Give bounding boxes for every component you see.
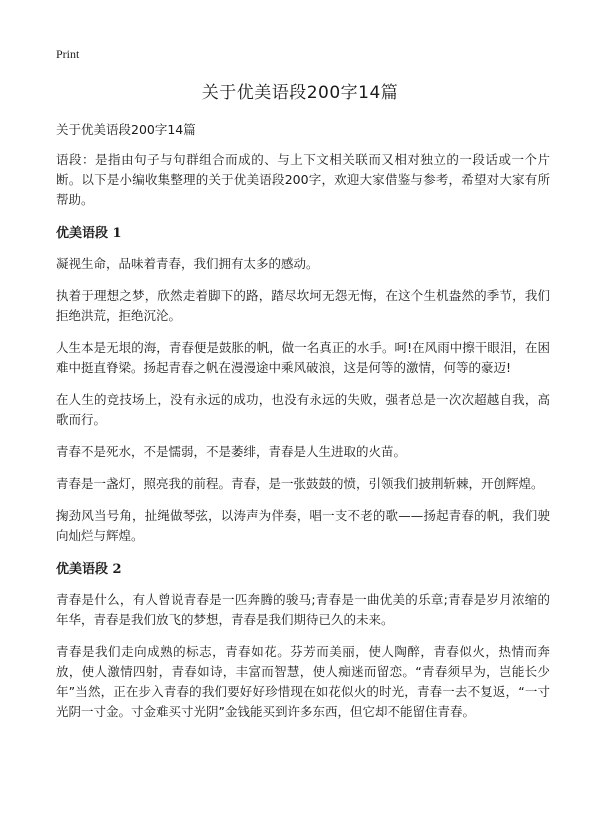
document-subtitle: 关于优美语段200字14篇 — [56, 122, 196, 137]
paragraph: 在人生的竞技场上，没有永远的成功，也没有永远的失败，强者总是一次次超越自我，高歌而行。 — [56, 392, 550, 427]
paragraph: 青春不是死水，不是懦弱，不是萎绯，青春是人生进取的火苗。 — [56, 444, 407, 459]
intro-paragraph: 语段：是指由句子与句群组合而成的、与上下文相关联而又相对独立的一段话或一个片断。以下是小编收集整理的关于优美语段200字，欢迎大家借鉴与参考，希望对大家有所帮助。 — [56, 152, 550, 207]
page-title: 关于优美语段200字14篇 — [201, 83, 399, 103]
paragraph: 人生本是无垠的海，青春便是鼓胀的帆，做一名真正的水手。呵!在风雨中擦干眼泪，在困难中挺直脊梁。扬起青春之帆在漫漫途中乘风破浪，这是何等的激情，何等的豪迈! — [56, 340, 550, 375]
section-heading: 优美语段 2 — [56, 562, 122, 577]
document-body — [56, 120, 550, 734]
section-2 — [56, 560, 550, 722]
section-heading: 优美语段 1 — [56, 226, 122, 241]
section-1 — [56, 224, 550, 546]
paragraph: 掬劲风当号角，扯绳做琴弦，以涛声为伴奏，唱一支不老的歌——扬起青春的帆，我们驶向灿烂与辉煌。 — [56, 508, 550, 543]
paragraph: 执着于理想之梦，欣然走着脚下的路，踏尽坎坷无怨无悔，在这个生机盎然的季节，我们拒绝洪荒，拒绝沉沦。 — [56, 288, 550, 323]
paragraph: 青春是一盏灯，照亮我的前程。青春，是一张鼓鼓的愤，引领我们披荆斩棘，开创辉煌。 — [56, 476, 544, 491]
paragraph: 青春是我们走向成熟的标志，青春如花。芬芳而美丽，使人陶醉，青春似火，热情而奔放，使人激情四射，青春如诗，丰富而智慧，使人痴迷而留恋。“青春须早为，岂能长少年”当然，正在步入青春的我们要好好珍惜现在如花似火的时光，青春一去不复返，“一寸光阴一寸金。寸金难买寸光阴”金钱能买到许多东西，但它却不能留住青春。 — [56, 644, 550, 719]
paragraph: 凝视生命，品味着青春，我们拥有太多的感动。 — [56, 256, 319, 271]
paragraph: 青春是什么，有人曾说青春是一匹奔腾的骏马;青春是一曲优美的乐章;青春是岁月浓缩的年华，青春是我们放飞的梦想，青春是我们期待已久的未来。 — [56, 592, 550, 627]
print-link[interactable]: Print — [56, 47, 80, 61]
